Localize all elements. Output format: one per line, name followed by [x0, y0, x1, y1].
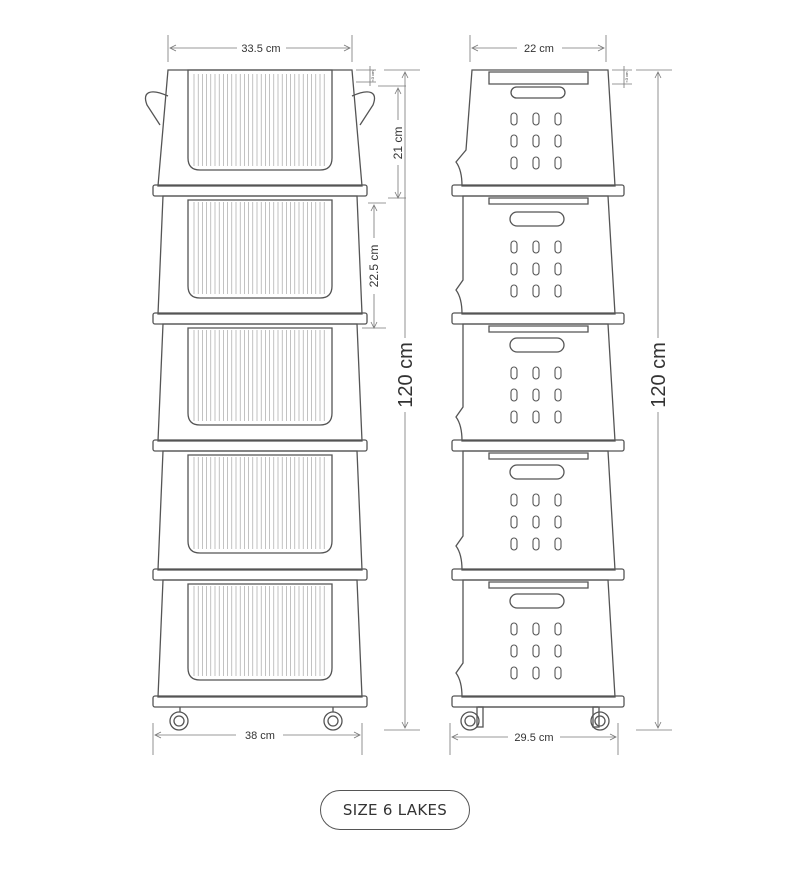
vent-slot — [555, 623, 561, 635]
vent-slot — [533, 285, 539, 297]
vent-slot — [555, 241, 561, 253]
vent-slot — [555, 494, 561, 506]
side-tiny-label: ≈3 cm — [624, 71, 629, 83]
front-tier-1 — [153, 70, 367, 196]
vent-slot — [511, 157, 517, 169]
size-badge: SIZE 6 LAKES — [320, 790, 470, 830]
vent-slot — [511, 516, 517, 528]
side-casters — [461, 707, 609, 730]
front-tier-4 — [153, 451, 367, 580]
vent-slot — [555, 157, 561, 169]
vent-slot — [511, 667, 517, 679]
vent-slot — [533, 157, 539, 169]
vent-slot — [555, 516, 561, 528]
side-tier-3 — [452, 324, 624, 451]
vent-slot — [555, 113, 561, 125]
vent-slot — [533, 623, 539, 635]
front-upper-basket-label: 21 cm — [391, 126, 405, 160]
vent-slot — [533, 494, 539, 506]
vent-slot — [511, 285, 517, 297]
vent-slot — [555, 411, 561, 423]
front-tiny-label: ≈3 cm — [370, 70, 375, 82]
front-tier-5 — [153, 580, 367, 707]
front-tier-3 — [153, 324, 367, 451]
vent-slot — [511, 367, 517, 379]
vent-slot — [555, 367, 561, 379]
vent-slot — [533, 538, 539, 550]
front-base-width-label: 38 cm — [245, 730, 275, 742]
vent-slot — [555, 538, 561, 550]
front-view — [146, 70, 375, 730]
vent-slot — [511, 623, 517, 635]
vent-slot — [533, 367, 539, 379]
side-tier-5 — [452, 580, 624, 707]
vent-slot — [533, 113, 539, 125]
vent-slot — [511, 645, 517, 657]
front-casters — [170, 707, 342, 730]
vent-slot — [511, 411, 517, 423]
front-top-width-label: 33.5 cm — [241, 43, 281, 55]
vent-slot — [555, 135, 561, 147]
vent-slot — [533, 135, 539, 147]
vent-slot — [555, 667, 561, 679]
side-tier-4 — [452, 451, 624, 580]
front-total-height-label: 120 cm — [395, 342, 417, 408]
side-base-width-label: 29.5 cm — [514, 732, 554, 744]
vent-slot — [533, 389, 539, 401]
vent-slot — [533, 516, 539, 528]
vent-slot — [533, 263, 539, 275]
vent-slot — [533, 411, 539, 423]
vent-slot — [533, 241, 539, 253]
vent-slot — [511, 263, 517, 275]
vent-slot — [555, 285, 561, 297]
front-basket-label: 22.5 cm — [367, 244, 381, 288]
vent-slot — [555, 263, 561, 275]
vent-slot — [533, 645, 539, 657]
vent-slot — [511, 241, 517, 253]
vent-slot — [511, 135, 517, 147]
side-tier-1 — [452, 70, 624, 196]
vent-slot — [511, 538, 517, 550]
vent-slot — [555, 645, 561, 657]
side-top-width-label: 22 cm — [524, 43, 554, 55]
front-tier-2 — [153, 196, 367, 324]
vent-slot — [511, 113, 517, 125]
vent-slot — [533, 667, 539, 679]
vent-slot — [555, 389, 561, 401]
side-tier-2 — [452, 196, 624, 324]
vent-slot — [511, 494, 517, 506]
front-basket-ribs — [194, 74, 324, 676]
side-total-height-label: 120 cm — [648, 342, 670, 408]
vent-slot — [511, 389, 517, 401]
